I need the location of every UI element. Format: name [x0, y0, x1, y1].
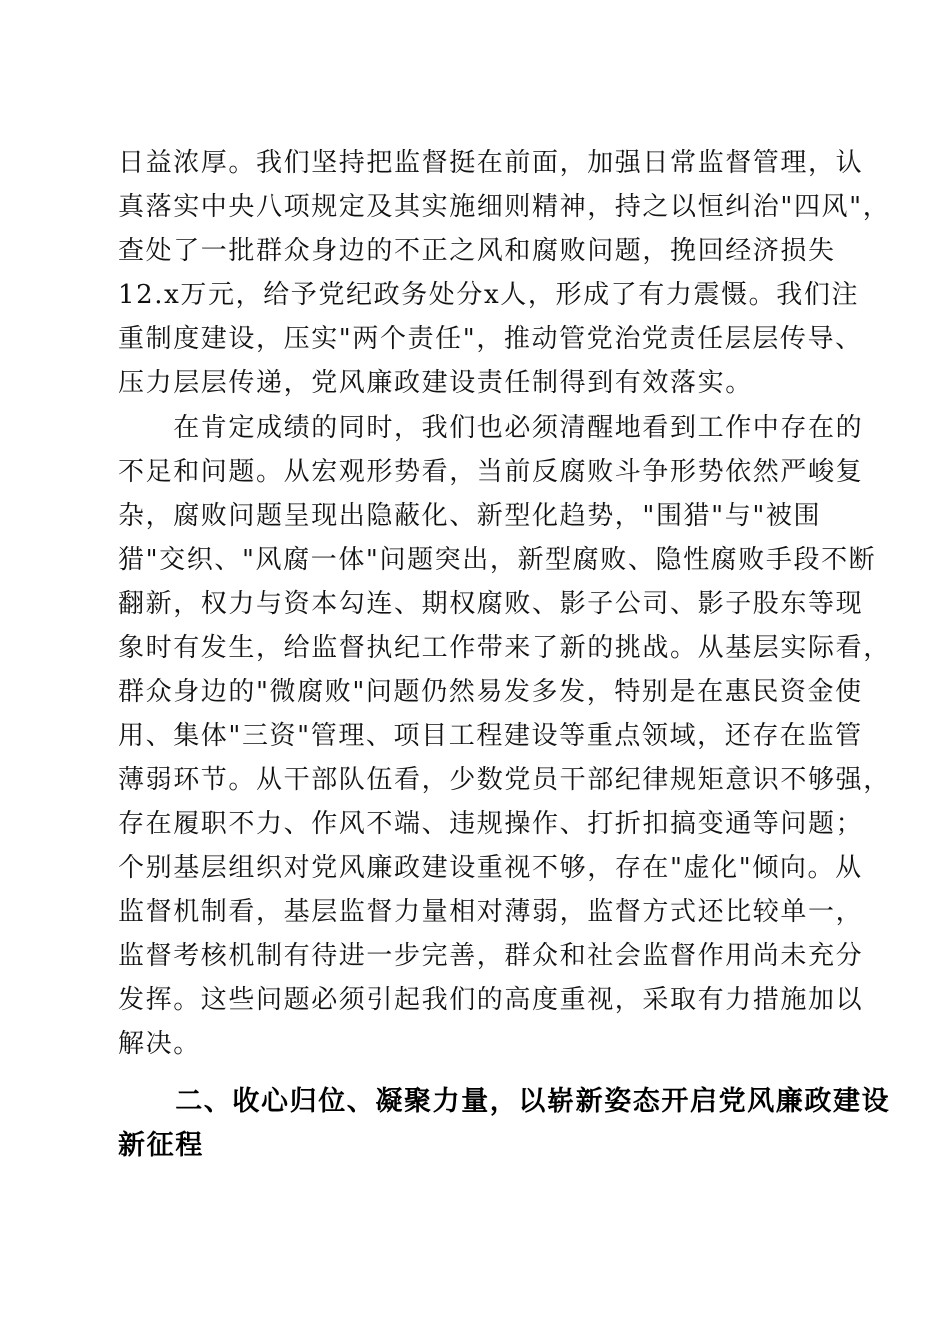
- heading-line: 二、收心归位、凝聚力量，以崭新姿态开启党风廉政建设: [118, 1086, 891, 1117]
- paragraph-line: 个别基层组织对党风廉政建设重视不够，存在"虚化"倾向。从: [118, 853, 863, 883]
- paragraph-line: 发挥。这些问题必须引起我们的高度重视，采取有力措施加以: [118, 985, 864, 1015]
- paragraph-line: 在肯定成绩的同时，我们也必须清醒地看到工作中存在的: [118, 413, 864, 443]
- heading-line: 新征程: [118, 1130, 204, 1161]
- paragraph-line: 监督机制看，基层监督力量相对薄弱，监督方式还比较单一，: [118, 897, 864, 927]
- paragraph-line: 监督考核机制有待进一步完善，群众和社会监督作用尚未充分: [118, 941, 864, 971]
- paragraph-line: 翻新，权力与资本勾连、期权腐败、影子公司、影子股东等现: [118, 589, 864, 619]
- paragraph-line: 存在履职不力、作风不端、违规操作、打折扣搞变通等问题；: [118, 809, 864, 839]
- paragraph-line: 薄弱环节。从干部队伍看，少数党员干部纪律规矩意识不够强，: [118, 765, 891, 795]
- paragraph-line: 压力层层传递，党风廉政建设责任制得到有效落实。: [118, 368, 753, 398]
- paragraph-line: 杂，腐败问题呈现出隐蔽化、新型化趋势，"围猎"与"被围: [118, 501, 822, 531]
- paragraph-line: 重制度建设，压实"两个责任"，推动管党治党责任层层传导、: [118, 324, 863, 354]
- paragraph-line: 真落实中央八项规定及其实施细则精神，持之以恒纠治"四风"，: [118, 192, 891, 222]
- paragraph-line: 解决。: [118, 1029, 201, 1059]
- paragraph-line: 群众身边的"微腐败"问题仍然易发多发，特别是在惠民资金使: [118, 677, 863, 707]
- paragraph-line: 日益浓厚。我们坚持把监督挺在前面，加强日常监督管理，认: [118, 148, 864, 178]
- paragraph-achievements: [118, 141, 891, 405]
- paragraph-line: 12.x万元，给予党纪政务处分x人，形成了有力震慑。我们注: [118, 280, 860, 310]
- paragraph-line: 猎"交织、"风腐一体"问题突出，新型腐败、隐性腐败手段不断: [118, 545, 877, 575]
- paragraph-line: 用、集体"三资"管理、项目工程建设等重点领域，还存在监管: [118, 721, 863, 751]
- section-heading: [118, 1080, 891, 1168]
- paragraph-line: 查处了一批群众身边的不正之风和腐败问题，挽回经济损失: [118, 236, 836, 266]
- paragraph-line: 象时有发生，给监督执纪工作带来了新的挑战。从基层实际看，: [118, 633, 891, 663]
- paragraph-problems: [118, 406, 891, 1066]
- paragraph-line: 不足和问题。从宏观形势看，当前反腐败斗争形势依然严峻复: [118, 457, 864, 487]
